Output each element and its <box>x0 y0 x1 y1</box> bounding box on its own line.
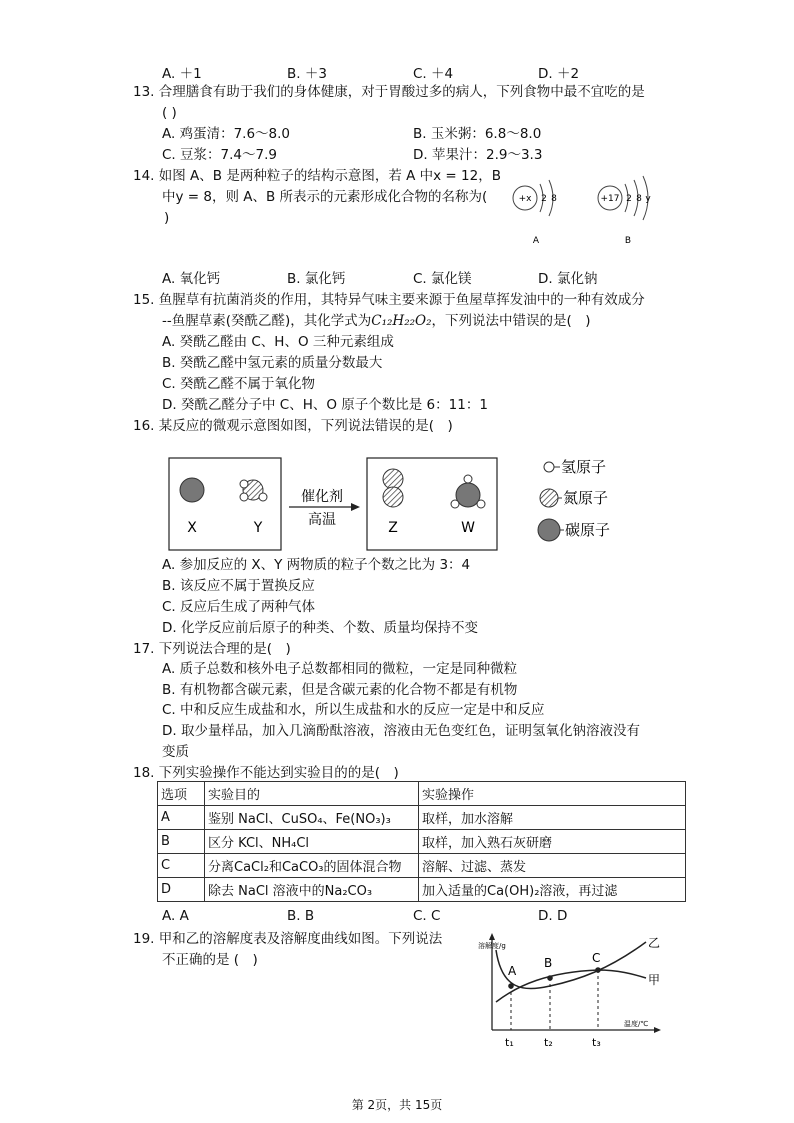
q18-table <box>157 781 686 902</box>
q16-option-a[interactable]: A. 参加反应的 X、Y 两物质的粒子个数之比为 3：4 <box>162 557 471 573</box>
q13-option-a[interactable]: A. 鸡蛋清：7.6～8.0 <box>162 126 291 142</box>
q16-option-d[interactable]: D. 化学反应前后原子的种类、个数、质量均保持不变 <box>162 620 478 636</box>
label-w: W <box>461 520 475 536</box>
x-carbon-atom <box>180 478 204 502</box>
cell-purpose: 鉴别 NaCl、CuSO₄、Fe(NO₃)₃ <box>205 806 419 830</box>
condition-catalyst: 催化剂 <box>301 489 343 505</box>
q18-stem: 18. 下列实验操作不能达到实验目的的是( ) <box>133 765 399 781</box>
q19-solubility-chart <box>478 930 668 1055</box>
q15-formula: C₁₂H₂₂O₂ <box>371 313 432 329</box>
atom-a-label: A <box>532 236 540 246</box>
legend-carbon: 碳原子 <box>565 521 611 539</box>
atom-b-shell2: 8 <box>636 194 642 204</box>
q15-option-a[interactable]: A. 癸酰乙醛由 C、H、O 三种元素组成 <box>162 334 394 350</box>
q12-option-b[interactable]: B. ＋3 <box>287 66 327 82</box>
series-jia-label: 甲 <box>648 973 661 987</box>
q14-option-c[interactable]: C. 氯化镁 <box>413 271 472 287</box>
cell-operation: 溶解、过滤、蒸发 <box>419 854 686 878</box>
q19-stem-cont: 不正确的是 ( ) <box>162 952 258 968</box>
atom-a-shell1: 2 <box>541 194 547 204</box>
q16-reaction-diagram <box>165 455 635 555</box>
q13-stem-cont: ( ) <box>162 105 177 121</box>
atom-b-nucleus: +17 <box>600 194 620 204</box>
atom-b-shell1: 2 <box>626 194 632 204</box>
label-y: Y <box>253 520 263 536</box>
cell-purpose: 区分 KCl、NH₄Cl <box>205 830 419 854</box>
q18-option-d[interactable]: D. D <box>538 908 568 924</box>
cell-operation: 取样，加水溶解 <box>419 806 686 830</box>
cell-option: D <box>158 878 205 902</box>
cell-option: A <box>158 806 205 830</box>
point-b-label: B <box>544 956 553 970</box>
label-z: Z <box>388 520 398 536</box>
q14-stem: 14. 如图 A、B 是两种粒子的结构示意图，若 A 中x = 12，B <box>133 168 501 184</box>
q14-atom-diagram <box>500 172 680 252</box>
series-yi-line <box>496 942 646 989</box>
table-row <box>158 878 686 902</box>
q18-option-b[interactable]: B. B <box>287 908 315 924</box>
atom-b <box>598 176 651 246</box>
label-x: X <box>187 520 197 536</box>
table-header-row <box>158 782 686 806</box>
tick-t3: t₃ <box>592 1036 601 1049</box>
condition-temperature: 高温 <box>308 512 336 528</box>
q17-stem: 17. 下列说法合理的是( ) <box>133 641 291 657</box>
table-row <box>158 830 686 854</box>
q15-stem: 15. 鱼腥草有抗菌消炎的作用，其特异气味主要来源于鱼屋草挥发油中的一种有效成分 <box>133 292 645 308</box>
point-a-label: A <box>508 964 517 978</box>
q14-option-b[interactable]: B. 氯化钙 <box>287 271 346 287</box>
q15-stem-part2: ，下列说法中错误的是( ) <box>431 313 591 329</box>
atom-a-nucleus: +x <box>518 194 532 204</box>
legend <box>538 458 610 541</box>
q13-stem: 13. 合理膳食有助于我们的身体健康，对于胃酸过多的病人，下列食物中最不宜吃的是 <box>133 84 645 100</box>
cell-purpose: 除去 NaCl 溶液中的Na₂CO₃ <box>205 878 419 902</box>
cell-option: B <box>158 830 205 854</box>
q17-option-d[interactable]: D. 取少量样品，加入几滴酚酞溶液，溶液由无色变红色，证明氢氧化钠溶液没有 <box>162 723 640 739</box>
q13-option-c[interactable]: C. 豆浆：7.4～7.9 <box>162 147 277 163</box>
atom-b-label: B <box>624 236 632 246</box>
y-axis-label <box>478 941 506 950</box>
q14-stem-cont: 中y = 8，则 A、B 所表示的元素形成化合物的名称为( <box>162 189 488 205</box>
legend-hydrogen: 氢原子 <box>561 458 607 476</box>
series-yi-label: 乙 <box>648 936 661 950</box>
q17-option-a[interactable]: A. 质子总数和核外电子总数都相同的微粒，一定是同种微粒 <box>162 661 518 677</box>
y-ammonia-molecule <box>240 480 267 501</box>
cell-purpose: 分离CaCl₂和CaCO₃的固体混合物 <box>205 854 419 878</box>
q17-option-d-cont: 变质 <box>162 744 189 760</box>
x-axis-label: 温度/℃ <box>624 1020 649 1028</box>
cell-operation: 取样，加入熟石灰研磨 <box>419 830 686 854</box>
reactant-box <box>169 458 281 550</box>
q17-option-b[interactable]: B. 有机物都含碳元素，但是含碳元素的化合物不都是有机物 <box>162 682 518 698</box>
q18-option-c[interactable]: C. C <box>413 908 441 924</box>
tick-t2: t₂ <box>544 1036 553 1049</box>
legend-nitrogen: 氮原子 <box>563 489 609 507</box>
q15-option-b[interactable]: B. 癸酰乙醛中氢元素的质量分数最大 <box>162 355 383 371</box>
cell-operation: 加入适量的Ca(OH)₂溶液，再过滤 <box>419 878 686 902</box>
w-methane-molecule <box>451 475 485 508</box>
q13-option-b[interactable]: B. 玉米粥：6.8～8.0 <box>413 126 542 142</box>
q15-stem-part1: --鱼腥草素(癸酰乙醛)，其化学式为 <box>162 313 372 329</box>
y-axis-label-text: 溶解度/g <box>478 942 506 950</box>
atom-a-shell2: 8 <box>551 194 557 204</box>
q15-stem-cont <box>162 311 591 331</box>
header-purpose: 实验目的 <box>205 782 419 806</box>
q16-option-c[interactable]: C. 反应后生成了两种气体 <box>162 599 316 615</box>
cell-option: C <box>158 854 205 878</box>
q12-option-c[interactable]: C. ＋4 <box>413 66 454 82</box>
page-footer: 第 2页，共 15页 <box>351 1098 443 1112</box>
q19-stem: 19. 甲和乙的溶解度表及溶解度曲线如图。下列说法 <box>133 931 443 947</box>
table-row <box>158 854 686 878</box>
q15-option-d[interactable]: D. 癸酰乙醛分子中 C、H、O 原子个数比是 6：11：1 <box>162 397 488 413</box>
q14-option-d[interactable]: D. 氯化钠 <box>538 271 598 287</box>
table-row <box>158 806 686 830</box>
q17-option-c[interactable]: C. 中和反应生成盐和水，所以生成盐和水的反应一定是中和反应 <box>162 702 545 718</box>
q13-option-d[interactable]: D. 苹果汁：2.9～3.3 <box>413 147 543 163</box>
header-operation: 实验操作 <box>419 782 686 806</box>
header-option: 选项 <box>158 782 205 806</box>
q18-option-a[interactable]: A. A <box>162 908 189 924</box>
atom-a <box>513 180 557 246</box>
z-nitrogen-molecule <box>383 469 403 507</box>
q12-option-a[interactable]: A. ＋1 <box>162 66 202 82</box>
atom-b-shell3: y <box>645 194 651 204</box>
q15-option-c[interactable]: C. 癸酰乙醛不属于氧化物 <box>162 376 316 392</box>
q12-option-d[interactable]: D. ＋2 <box>538 66 580 82</box>
q16-stem: 16. 某反应的微观示意图如图，下列说法错误的是( ) <box>133 418 453 434</box>
q16-option-b[interactable]: B. 该反应不属于置换反应 <box>162 578 315 594</box>
tick-t1: t₁ <box>505 1036 514 1049</box>
q14-option-a[interactable]: A. 氧化钙 <box>162 271 221 287</box>
point-c-label: C <box>592 951 601 965</box>
q14-stem-cont2: ) <box>164 210 170 226</box>
